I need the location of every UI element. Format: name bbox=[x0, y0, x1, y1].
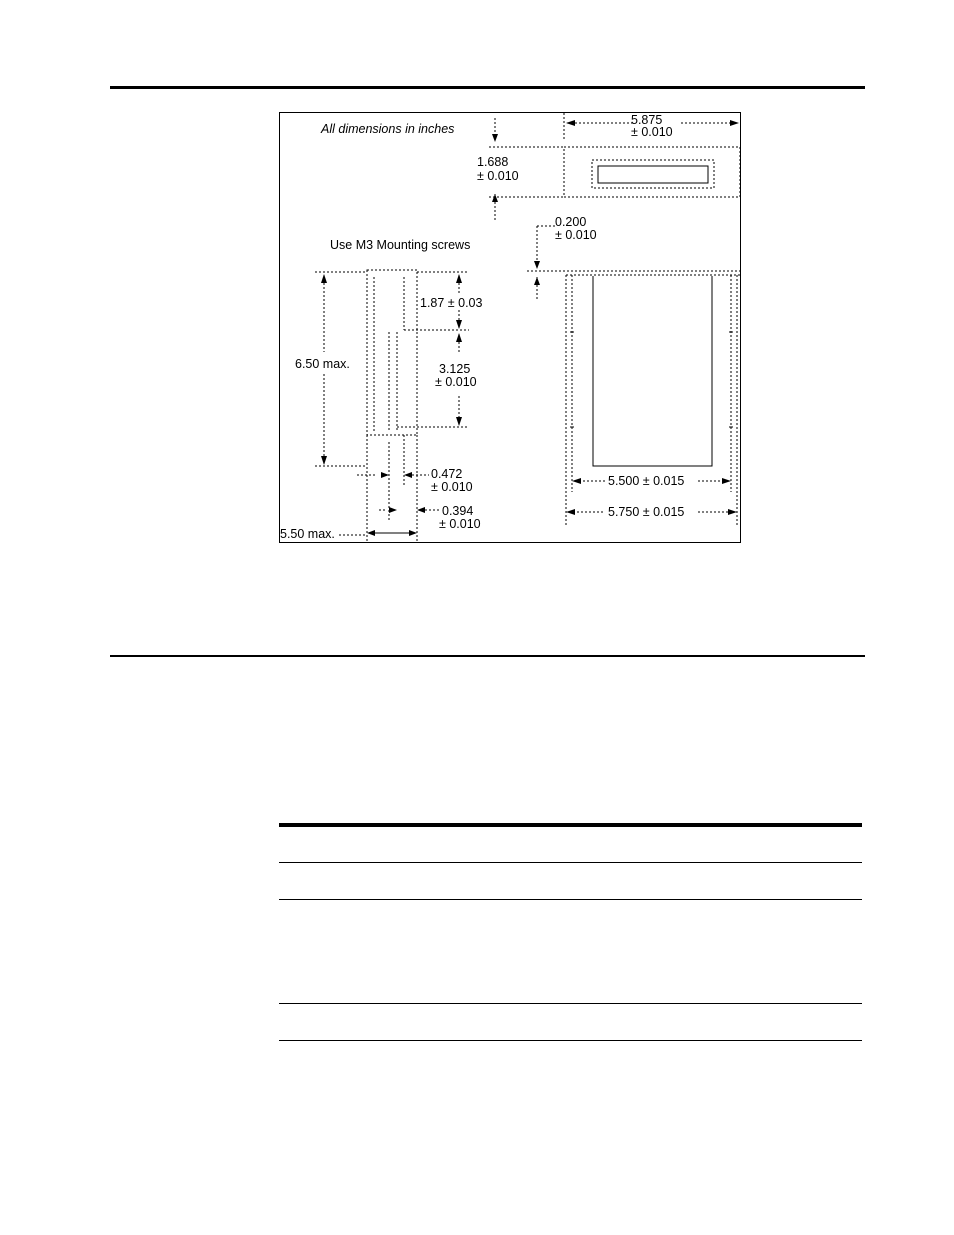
arrow-gap-bottom bbox=[534, 277, 540, 285]
label-side-b-tol: ± 0.010 bbox=[439, 517, 481, 531]
dimension-drawing-svg bbox=[279, 112, 741, 543]
cutout-inner-opening bbox=[593, 276, 712, 466]
connector-outline bbox=[592, 160, 714, 188]
arrow-offset-bottom bbox=[456, 320, 462, 329]
arrow-height-bottom bbox=[492, 194, 498, 202]
arrow-depth-max-right bbox=[409, 530, 417, 536]
arrow-side-b-right bbox=[417, 507, 425, 513]
table-row-rule-2 bbox=[279, 899, 862, 900]
note-mounting: Use M3 Mounting screws bbox=[330, 238, 471, 252]
arrow-side-a-right bbox=[404, 472, 412, 478]
label-spacing-tol: ± 0.010 bbox=[435, 375, 477, 389]
label-side-a-tol: ± 0.010 bbox=[431, 480, 473, 494]
label-offset: 1.87 ± 0.03 bbox=[420, 296, 483, 310]
arrow-height-max-top bbox=[321, 274, 327, 283]
label-spacing: 3.125 bbox=[439, 362, 471, 376]
label-top-width: 5.875 bbox=[631, 113, 663, 127]
label-height-top-tol: ± 0.010 bbox=[477, 169, 519, 183]
connector-slot bbox=[598, 166, 708, 183]
arrow-inner-left bbox=[572, 478, 581, 484]
arrow-outer-right bbox=[728, 509, 737, 515]
arrow-top-width-left bbox=[566, 120, 575, 126]
label-height-top: 1.688 bbox=[477, 155, 509, 169]
label-inner-width: 5.500 ± 0.015 bbox=[608, 474, 685, 488]
label-height-max: 6.50 max. bbox=[295, 357, 350, 371]
arrow-top-width-right bbox=[730, 120, 739, 126]
arrow-side-b-left bbox=[389, 507, 397, 513]
label-gap: 0.200 bbox=[555, 215, 587, 229]
dimension-drawing bbox=[279, 112, 741, 543]
arrow-outer-left bbox=[566, 509, 575, 515]
label-depth-max: 5.50 max. bbox=[280, 527, 335, 541]
label-top-width-tol: ± 0.010 bbox=[631, 125, 673, 139]
top-rule bbox=[110, 86, 865, 89]
table-bottom-rule bbox=[279, 1040, 862, 1041]
table-row-rule-3 bbox=[279, 1003, 862, 1004]
arrow-spacing-bottom bbox=[456, 417, 462, 426]
note-dimensions: All dimensions in inches bbox=[321, 122, 455, 136]
arrow-gap-top bbox=[534, 261, 540, 269]
label-side-a: 0.472 bbox=[431, 467, 463, 481]
arrow-depth-max-left bbox=[367, 530, 375, 536]
table-top-rule bbox=[279, 823, 862, 827]
section-rule bbox=[110, 655, 865, 657]
label-side-b: 0.394 bbox=[442, 504, 474, 518]
arrow-height-top bbox=[492, 134, 498, 142]
table-row-rule-1 bbox=[279, 862, 862, 863]
label-outer-width: 5.750 ± 0.015 bbox=[608, 505, 685, 519]
arrow-inner-right bbox=[722, 478, 731, 484]
arrow-offset-top bbox=[456, 274, 462, 283]
label-gap-tol: ± 0.010 bbox=[555, 228, 597, 242]
arrow-height-max-bottom bbox=[321, 456, 327, 465]
arrow-side-a-left bbox=[381, 472, 389, 478]
arrow-spacing-top bbox=[456, 333, 462, 342]
